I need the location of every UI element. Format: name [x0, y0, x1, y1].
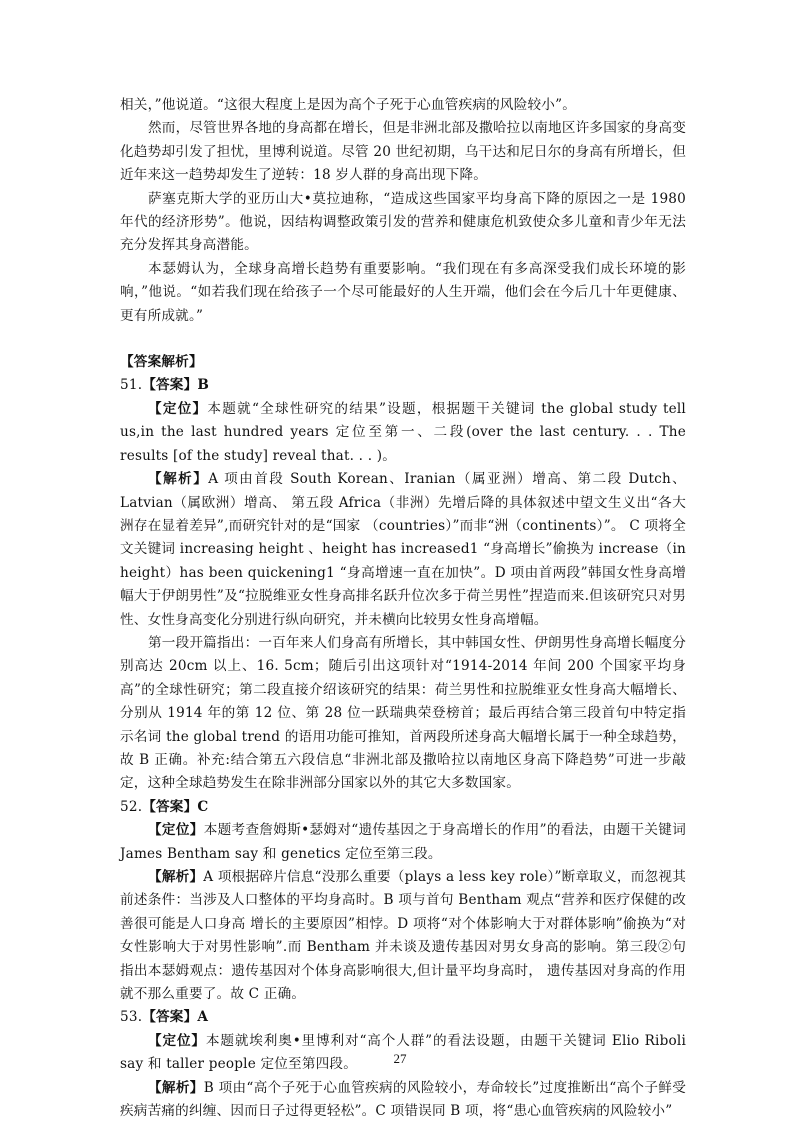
q53-locate-label: 【定位】	[148, 1032, 206, 1049]
q52-locate-label: 【定位】	[148, 822, 204, 839]
q53-answer-value: A	[197, 1009, 209, 1026]
q51-analysis-text: A 项由首段 South Korean、Iranian（属亚洲）增高、第二段 Dutch、Latvian（属欧洲）增高、 第五段 Africa（非洲）先增后降的具体叙述中望文生义出“各大洲存在显着差异”,而研究针对的是“国家 （countries）”而非“洲（continents）”。 C 项将全文关键词 increasing height 、height has increased1 “身高增长”偷换为 increase（in height）has been quickening1 “身高增速一直在加快”。D 项由首两段”韩国女性身高增幅大于伊朗男性”及“拉脱维亚女性身高排名跃升位次多于荷兰男性”捏造而来.但该研究只对男性、女性身高变化分别进行纵向研究，并未横向比较男女性身高增幅。	[120, 471, 686, 628]
q52-answer-line	[120, 796, 686, 819]
q52-analysis-label: 【解析】	[148, 869, 204, 885]
q51-answer-line	[120, 374, 686, 397]
q52-analysis-text: A 项根据碎片信息“没那么重要（plays a less key role）”断章取义，而忽视其前述条件：当涉及人口整体的平均身高时。B 项与首句 Bentham 观点“营养和医疗保健的改善很可能是人口身高 增长的主要原因”相悖。D 项将“对个体影响大于对群体影响”偷换为“对女性影响大于对男性影响”.而 Bentham 并未谈及遗传基因对男女身高的影响。第三段②句指出本瑟姆观点：遗传基因对个体身高影响很大,但计量平均身高时， 遗传基因对身高的作用就不那么重要了。故 C 正确。	[120, 869, 686, 1003]
q51-locate-text: 本题就“全球性研究的结果”设题，根据题干关键词 the global study tell us,in the last hundred years 定位至第一、二段(over the last century. . . The results [of the study] reveal that. . . )。	[120, 400, 686, 464]
passage-paragraph-4: 本瑟姆认为，全球身高增长趋势有重要影响。“我们现在有多高深受我们成长环境的影响，”他说。“如若我们现在给孩子一个尽可能最好的人生开端，他们会在今后几十年更健康、更有所成就。”	[120, 260, 686, 324]
q52-answer-value: C	[197, 798, 209, 815]
q51-locate-label: 【定位】	[148, 400, 208, 417]
q53-analysis-text: B 项由“高个子死于心血管疾病的风险较小，寿命较长”过度推断出“高个子鲜受疾病苦痛的纠缠、因而日子过得更轻松”。C 项错误同 B 项，将“患心血管疾病的风险较小”	[120, 1079, 686, 1120]
page-number: 27	[393, 1051, 407, 1066]
q51-number: 51.	[120, 377, 143, 394]
section-gap	[120, 328, 686, 351]
q51-analysis-label: 【解析】	[148, 471, 209, 488]
page-body	[120, 94, 686, 1123]
q53-locate-text: 本题就埃利奥•里博利对“高个人群”的看法设题，由题干关键词 Elio Riboli say 和 taller people 定位至第四段。	[120, 1032, 686, 1073]
section-title: 【答案解析】	[120, 354, 203, 371]
q51-extra: 第一段开篇指出：一百年来人们身高有所增长，其中韩国女性、伊朗男性身高增长幅度分别高达 20cm 以上、16. 5cm；随后引出这项针对“1914-2014 年间 200 个国家平均身高”的全球性研究；第二段直接介绍该研究的结果：荷兰男性和拉脱维亚女性身高大幅增长、分别从 1914 年的第 12 位、第 28 位一跃瑞典荣登榜首；最后再结合第三段首句中特定指示名词 the global trend 的语用功能可推知，首两段所述身高大幅增长属于一种全球趋势，故 B 正确。补充:结合第五六段信息“非洲北部及撒哈拉以南地区身高下降趋势”可进一步敲定，这种全球趋势发生在除非洲部分国家以外的其它大多数国家。	[120, 634, 686, 792]
q53-answer-label: 【答案】	[142, 1009, 198, 1026]
q51-locate	[120, 398, 686, 468]
q53-answer-line	[120, 1006, 686, 1029]
q52-locate-text: 本题考查詹姆斯•瑟姆对“遗传基因之于身高增长的作用”的看法，由题干关键词 James Bentham say 和 genetics 定位至第三段。	[120, 822, 686, 862]
passage-paragraph-2: 然而，尽管世界各地的身高都在增长，但是非洲北部及撒哈拉以南地区许多国家的身高变化趋势却引发了担忧，里博利说道。尽管 20 世纪初期，乌干达和尼日尔的身高有所增长，但近年来这一趋势却发生了逆转：18 岁人群的身高出现下降。	[120, 120, 686, 184]
passage-paragraph-1: 相关，”他说道。“这很大程度上是因为高个子死于心血管疾病的风险较小”。	[120, 97, 577, 113]
q53-number: 53.	[120, 1009, 143, 1026]
q52-locate	[120, 819, 686, 866]
q52-answer-label: 【答案】	[142, 798, 198, 815]
q53-analysis-label: 【解析】	[148, 1079, 204, 1096]
passage-paragraph-3: 萨塞克斯大学的亚历山大•莫拉迪称，“造成这些国家平均身高下降的原因之一是 1980 年代的经济形势”。他说，因结构调整政策引发的营养和健康危机致使众多儿童和青少年无法充分发挥其身高潜能。	[120, 190, 686, 254]
q51-answer-value: B	[197, 377, 210, 394]
q52-number: 52.	[120, 798, 143, 815]
q53-analysis	[120, 1077, 686, 1124]
q52-analysis	[120, 866, 686, 1006]
q51-analysis	[120, 468, 686, 632]
q51-answer-label: 【答案】	[142, 377, 198, 394]
